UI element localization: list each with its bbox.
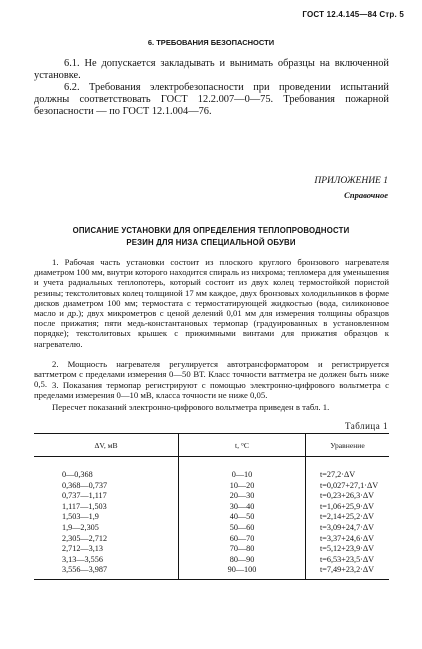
cell-temperature-range: 70—80 [179,544,306,555]
cell-equation: t=2,14+25,2·ΔV [306,512,390,523]
table-row [34,502,389,513]
table-row [34,544,389,555]
paragraph-6-2: 6.2. Требования электробезопасности при проведении испытаний должны соответствовать ГОСТ 12.2.007—0—75. Требования пожарной безопасности — по ГОСТ 12.1.004—76. [34,82,389,117]
cell-temperature-range: 60—70 [179,534,306,545]
table-header-row [34,434,389,457]
appendix-type: Справочное [344,190,388,200]
table-row [34,555,389,566]
page-header: ГОСТ 12.4.145—84 Стр. 5 [302,10,404,19]
cell-voltage-range: 3,556—3,987 [34,565,179,579]
cell-temperature-range: 10—20 [179,481,306,492]
cell-temperature-range: 0—10 [179,457,306,481]
cell-voltage-range: 1,503—1,9 [62,512,99,522]
conversion-table [34,433,389,580]
cell-equation: t=0,027+27,1·ΔV [306,481,390,492]
cell-equation: t=3,09+24,7·ΔV [306,523,390,534]
appendix-title-line1: ОПИСАНИЕ УСТАНОВКИ ДЛЯ ОПРЕДЕЛЕНИЯ ТЕПЛОПРОВОДНОСТИ [72,226,350,235]
cell-equation: t=27,2·ΔV [306,457,390,481]
section-title: 6. ТРЕБОВАНИЯ БЕЗОПАСНОСТИ [147,38,275,47]
cell-voltage-range: 3,13—3,556 [62,554,103,564]
cell-voltage-range: 0—0,368 [62,470,93,479]
cell-temperature-range: 80—90 [179,555,306,566]
cell-temperature-range: 20—30 [179,491,306,502]
cell-equation: t=0,23+26,3·ΔV [306,491,390,502]
table-row [34,565,389,579]
table-row [34,523,389,534]
cell-voltage-range: 2,305—2,712 [62,533,108,543]
table-row [34,491,389,502]
cell-voltage-range: 0,737—1,117 [62,491,107,501]
cell-equation: t=1,06+25,9·ΔV [306,502,390,513]
appendix-paragraph-4: Пересчет показаний электронно-цифрового вольтметра приведен в табл. 1. [52,402,330,412]
cell-temperature-range: 90—100 [179,565,306,579]
cell-voltage-range: 0,368—0,737 [62,480,108,490]
cell-voltage-range: 1,117—1,503 [62,501,107,511]
appendix-label: ПРИЛОЖЕНИЕ 1 [314,176,388,186]
table-row [34,457,389,481]
cell-equation: t=5,12+23,9·ΔV [306,544,390,555]
paragraph-6-1: 6.1. Не допускается закладывать и вынимать образцы на включенной установке. [34,58,389,81]
cell-equation: t=3,37+24,6·ΔV [306,534,390,545]
cell-temperature-range: 50—60 [179,523,306,534]
cell-temperature-range: 30—40 [179,502,306,513]
cell-equation: t=6,53+23,5·ΔV [306,555,390,566]
cell-voltage-range: 2,712—3,13 [62,544,103,554]
appendix-paragraph-2: 2. Мощность нагревателя регулируется автотрансформатором и регистрируется ваттметром с пределами измерения 0—50 ВТ. Класс точности ваттметра не должен быть ниже 0,5. [34,359,389,390]
column-header-dv: ΔV, мВ [34,434,179,457]
table-row [34,512,389,523]
cell-voltage-range: 1,9—2,305 [62,522,99,532]
column-header-t: t, °C [179,434,306,457]
column-header-equation: Уравнение [306,434,390,457]
table-row [34,481,389,492]
appendix-title-line2: РЕЗИН ДЛЯ НИЗА СПЕЦИАЛЬНОЙ ОБУВИ [126,238,296,247]
cell-temperature-range: 40—50 [179,512,306,523]
table-caption: Таблица 1 [345,421,388,431]
table-row [34,534,389,545]
appendix-paragraph-1: 1. Рабочая часть установки состоит из плоского круглого бронзового нагревателя диаметром 100 мм, внутри которого находится спираль из нихрома; тепломера для уменьшения и учета радиальных теплопотерь, который состоит из двух колец термостойкой пористой резины; текстолитовых колец толщиной 17 мм каждое, двух бронзовых холодильников в форме дисков диаметром 100 мм; термостата с термостатирующей жидкостью (вода, силиконовое масло и др.); двух микрометров с ценой делений 0,01 мм для измерения толщины образцов после прижатия; пяти медь-константановых термопар (градуированных в установленном порядке); текстолитовых крышек с прижимными винтами для прижатия образцов к нагревателю. [34,257,389,349]
cell-equation: t=7,49+23,2·ΔV [306,565,390,579]
appendix-paragraph-3: 3. Показания термопар регистрируют с помощью электронно-цифрового вольтметра с пределами измерения 0—10 мВ, класса точности не ниже 0,05. [34,380,389,401]
